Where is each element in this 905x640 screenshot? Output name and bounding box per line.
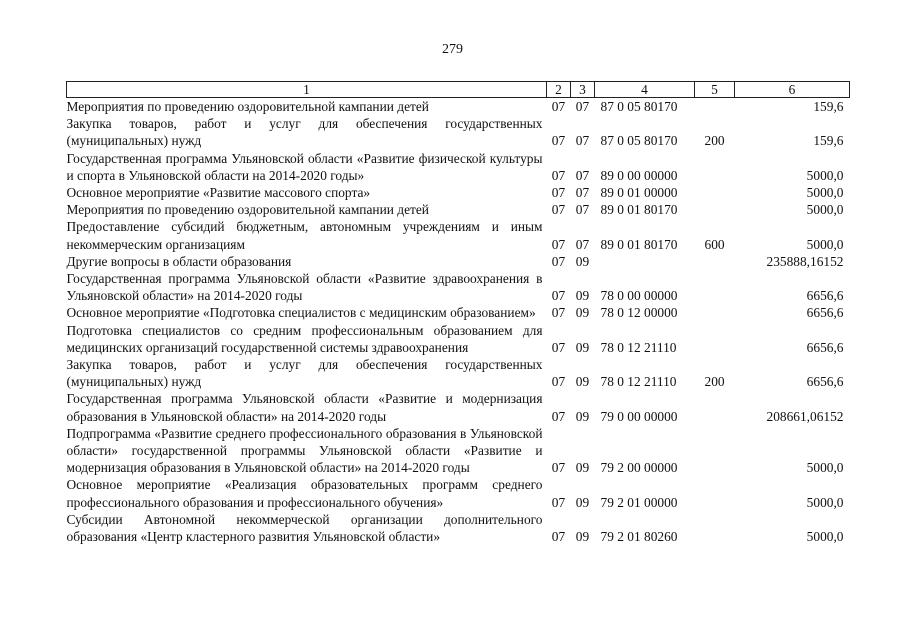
row-amount: 6656,6: [806, 305, 844, 321]
table-row: [67, 98, 850, 116]
row-section: 07: [551, 253, 566, 269]
row-target: 79 2 00 00000: [600, 460, 678, 476]
row-section: 07: [551, 202, 566, 218]
row-name: Основное мероприятие «Развитие массового спорта»: [66, 185, 371, 201]
row-subsection: 09: [575, 460, 590, 476]
row-name: Предоставление субсидий бюджетным, автономным учреждениям и иным некоммерческим организациям: [66, 219, 543, 252]
row-name: Подпрограмма «Развитие среднего профессионального образования в Ульяновской области» государственной программы Ульяновской области «Развитие и модернизация образования в Ульяновской области» на 2014-2020 годы: [66, 425, 543, 476]
table-row: [67, 511, 850, 545]
row-type: [695, 476, 735, 510]
table-body: [67, 98, 850, 546]
row-type: [695, 511, 735, 545]
row-target: 79 0 00 00000: [600, 408, 678, 424]
row-target: [595, 253, 695, 270]
row-name: Государственная программа Ульяновской области «Развитие и модернизация образования в Ульяновской области» на 2014-2020 годы: [66, 391, 543, 424]
row-type: [695, 150, 735, 184]
row-type: 200: [704, 374, 725, 390]
page-number: 279: [442, 42, 463, 57]
row-section: 07: [551, 494, 566, 510]
row-subsection: 09: [575, 288, 590, 304]
header-name: 1: [67, 82, 547, 98]
row-subsection: 07: [575, 99, 590, 114]
table-row: [67, 476, 850, 510]
table-row: [67, 184, 850, 201]
table-row: [67, 218, 850, 252]
row-target: 87 0 05 80170: [600, 133, 678, 149]
row-type: [695, 201, 735, 218]
row-section: 07: [551, 288, 566, 304]
table-row: [67, 270, 850, 304]
row-target: 78 0 12 21110: [600, 374, 677, 390]
budget-table: [66, 81, 850, 545]
row-amount: 159,6: [813, 133, 844, 149]
row-section: 07: [551, 460, 566, 476]
table-row: [67, 150, 850, 184]
row-amount: 5000,0: [806, 236, 844, 252]
row-name: Мероприятия по проведению оздоровительной кампании детей: [66, 202, 429, 218]
row-type: [695, 390, 735, 424]
table-row: [67, 390, 850, 424]
row-target: 78 0 12 21110: [600, 339, 677, 355]
table-header: [67, 82, 850, 98]
header-section: 2: [547, 82, 571, 98]
row-name: Субсидии Автономной некоммерческой организации дополнительного образования «Центр кластерного развития Ульяновской области»: [66, 511, 543, 545]
table-row: [67, 356, 850, 390]
row-amount: 6656,6: [806, 339, 844, 355]
row-type: [695, 253, 735, 270]
row-name: Основное мероприятие «Реализация образовательных программ среднего профессионального образования и профессионального обучения»: [66, 477, 543, 510]
row-amount: 208661,06152: [766, 408, 844, 424]
header-subsection: 3: [571, 82, 595, 98]
row-subsection: 07: [575, 133, 590, 149]
table-row: [67, 425, 850, 477]
row-amount: 6656,6: [806, 374, 844, 390]
row-type: [695, 270, 735, 304]
row-name: Мероприятия по проведению оздоровительной кампании детей: [66, 99, 429, 114]
row-subsection: 09: [575, 305, 590, 321]
row-target: 78 0 00 00000: [600, 288, 678, 304]
row-name: Государственная программа Ульяновской области «Развитие физической культуры и спорта в Ульяновской области на 2014-2020 годы»: [66, 150, 543, 183]
row-target: 79 2 01 00000: [600, 494, 678, 510]
table-row: [67, 115, 850, 149]
row-target: 89 0 01 80170: [600, 236, 678, 252]
table-row: [67, 201, 850, 218]
row-name: Другие вопросы в области образования: [66, 253, 292, 269]
row-name: Подготовка специалистов со средним профессиональным образованием для медицинских организаций государственной системы здравоохранения: [66, 322, 543, 355]
row-section: 07: [551, 374, 566, 390]
row-section: 07: [551, 133, 566, 149]
row-amount: 5000,0: [806, 185, 844, 201]
header-type: 5: [695, 82, 735, 98]
row-name: Государственная программа Ульяновской области «Развитие здравоохранения в Ульяновской области» на 2014-2020 годы: [66, 271, 543, 304]
row-target: 89 0 01 80170: [600, 202, 678, 218]
row-subsection: 09: [575, 529, 590, 545]
row-type: [695, 322, 735, 356]
row-subsection: 09: [575, 408, 590, 424]
row-section: 07: [551, 305, 566, 321]
row-section: 07: [551, 99, 566, 114]
row-amount: 235888,16152: [766, 253, 844, 269]
row-amount: 5000,0: [806, 494, 844, 510]
row-section: 07: [551, 408, 566, 424]
row-type: [695, 98, 735, 116]
row-name: Закупка товаров, работ и услуг для обеспечения государственных (муниципальных) нужд: [66, 116, 543, 149]
row-target: 78 0 12 00000: [600, 305, 678, 321]
row-subsection: 07: [575, 236, 590, 252]
row-section: 07: [551, 339, 566, 355]
row-type: 600: [704, 236, 725, 252]
row-amount: 5000,0: [806, 167, 844, 183]
row-target: 79 2 01 80260: [600, 529, 678, 545]
table-row: [67, 304, 850, 321]
header-amount: 6: [735, 82, 850, 98]
row-section: 07: [551, 167, 566, 183]
row-subsection: 07: [575, 185, 590, 201]
row-subsection: 07: [575, 167, 590, 183]
row-subsection: 09: [575, 339, 590, 355]
row-target: 89 0 00 00000: [600, 167, 678, 183]
row-section: 07: [551, 185, 566, 201]
row-type: [695, 425, 735, 477]
row-subsection: 09: [575, 374, 590, 390]
row-target: 89 0 01 00000: [600, 185, 678, 201]
row-name: Закупка товаров, работ и услуг для обеспечения государственных (муниципальных) нужд: [66, 357, 543, 390]
row-type: [695, 304, 735, 321]
row-type: 200: [704, 133, 725, 149]
row-section: 07: [551, 529, 566, 545]
row-amount: 5000,0: [806, 529, 844, 545]
table-row: [67, 253, 850, 270]
row-type: [695, 184, 735, 201]
row-section: 07: [551, 236, 566, 252]
row-amount: 5000,0: [806, 202, 844, 218]
header-target: 4: [595, 82, 695, 98]
row-amount: 6656,6: [806, 288, 844, 304]
row-target: 87 0 05 80170: [600, 99, 678, 114]
table-row: [67, 322, 850, 356]
row-amount: 5000,0: [806, 460, 844, 476]
row-name: Основное мероприятие «Подготовка специалистов с медицинским образованием»: [66, 305, 536, 321]
row-subsection: 09: [575, 494, 590, 510]
row-amount: 159,6: [813, 99, 844, 114]
row-subsection: 09: [575, 253, 590, 269]
row-subsection: 07: [575, 202, 590, 218]
header-row: [67, 82, 850, 98]
